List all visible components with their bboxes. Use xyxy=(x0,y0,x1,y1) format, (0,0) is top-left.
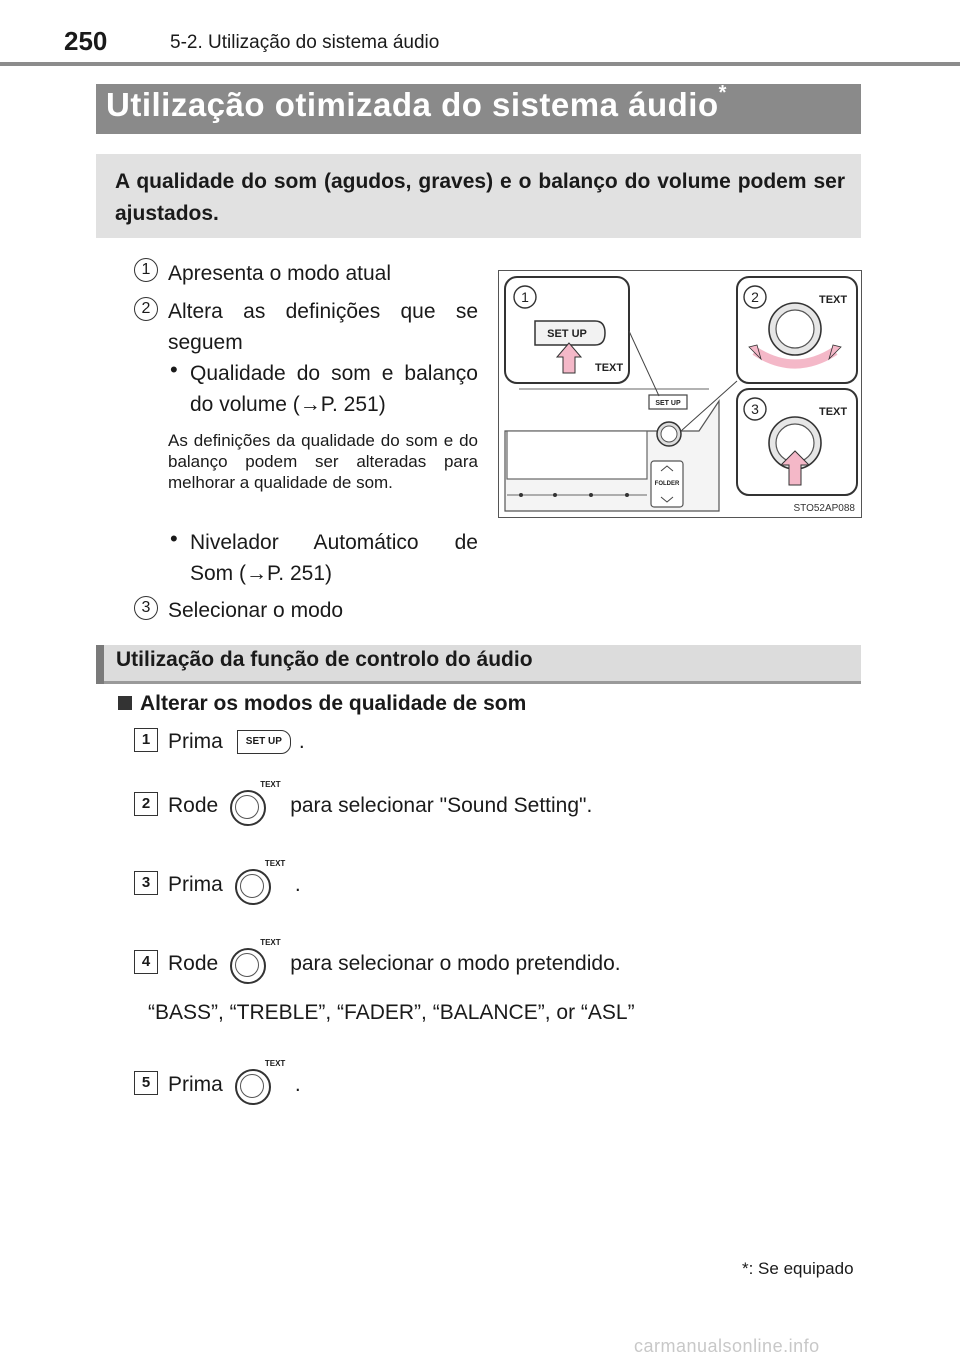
title-asterisk: * xyxy=(718,82,727,104)
step-1 xyxy=(168,722,305,762)
step-number-4: 4 xyxy=(134,950,158,974)
step-3-rest: . xyxy=(294,873,301,896)
folder-button-label: FOLDER xyxy=(654,481,680,487)
page-title xyxy=(106,82,727,124)
step-number-5: 5 xyxy=(134,1071,158,1095)
bullet-1-line1: Qualidade do som e balanço xyxy=(190,362,478,385)
bullet-1-line2: do volume (→P. 251) xyxy=(190,393,386,416)
tune-knob-icon: TEXT xyxy=(235,865,285,905)
watermark: carmanualsonline.info xyxy=(634,1336,820,1356)
callout-number-1: 1 xyxy=(134,258,158,282)
audio-unit-illustration xyxy=(498,270,862,518)
page-number: 250 xyxy=(64,26,108,56)
note-text: As definições da qualidade do som e do balanço podem ser alteradas para melhorar a qualidade de som. xyxy=(168,431,478,492)
subsection-title: Utilização da função de controlo do áudio xyxy=(116,648,533,671)
callout-number-2: 2 xyxy=(134,297,158,321)
step-number-1: 1 xyxy=(134,728,158,752)
step-4 xyxy=(168,938,621,984)
step-2-verb: Rode xyxy=(168,794,219,817)
procedure-heading xyxy=(118,692,526,716)
page-title-text: Utilização otimizada do sistema áudio xyxy=(106,86,719,123)
text-label-inset-1: TEXT xyxy=(595,362,624,374)
step-1-rest: . xyxy=(298,730,305,753)
step-1-verb: Prima xyxy=(168,730,223,753)
subsection-marker xyxy=(96,645,104,684)
step-number-2: 2 xyxy=(134,792,158,816)
step-number-3: 3 xyxy=(134,871,158,895)
header-rule xyxy=(0,62,960,66)
bullet-2-line2: Som (→P. 251) xyxy=(190,562,333,585)
step-2-rest: para selecionar "Sound Setting". xyxy=(290,794,593,817)
bullet-marker: • xyxy=(170,526,178,551)
setup-button-icon: SET UP xyxy=(237,730,291,754)
step-3-verb: Prima xyxy=(168,873,223,896)
section-reference: 5-2. Utilização do sistema áudio xyxy=(170,32,440,53)
bullet-2-line1: Nivelador Automático de xyxy=(190,531,478,554)
figure-code: STO52AP088 xyxy=(793,503,855,514)
tune-knob-icon: TEXT xyxy=(235,1065,285,1105)
step-3 xyxy=(168,859,301,905)
bullet-marker: • xyxy=(170,357,178,382)
text-label-inset-2: TEXT xyxy=(819,294,848,306)
step-5-verb: Prima xyxy=(168,1073,223,1096)
tune-knob-icon: TEXT xyxy=(230,944,280,984)
callout-2-line1: Altera as definições que se xyxy=(168,300,478,323)
callout-3-text: Selecionar o modo xyxy=(168,599,344,622)
callout-number-3: 3 xyxy=(134,596,158,620)
audio-unit-drawing xyxy=(499,271,861,517)
footnote: *: Se equipado xyxy=(742,1259,854,1278)
text-label-inset-3: TEXT xyxy=(819,406,848,418)
figure-callout-2: 2 xyxy=(751,289,759,305)
intro-text: A qualidade do som (agudos, graves) e o balanço do volume podem ser ajustados. xyxy=(115,170,845,225)
procedure-heading-text: Alterar os modos de qualidade de som xyxy=(140,692,527,715)
figure-callout-3: 3 xyxy=(751,401,759,417)
callout-1-text: Apresenta o modo atual xyxy=(168,262,391,285)
callout-2-line2: seguem xyxy=(168,331,243,354)
tune-knob-icon: TEXT xyxy=(230,786,280,826)
square-bullet-icon xyxy=(118,696,132,710)
step-5 xyxy=(168,1059,301,1105)
figure-callout-1: 1 xyxy=(521,289,529,305)
step-5-rest: . xyxy=(294,1073,301,1096)
modes-list: “BASS”, “TREBLE”, “FADER”, “BALANCE”, or “ASL” xyxy=(148,1001,635,1024)
setup-button-label: SET UP xyxy=(655,400,681,407)
step-4-rest: para selecionar o modo pretendido. xyxy=(290,952,621,975)
setup-inset-label: SET UP xyxy=(547,328,587,340)
step-4-verb: Rode xyxy=(168,952,219,975)
step-2 xyxy=(168,780,593,826)
